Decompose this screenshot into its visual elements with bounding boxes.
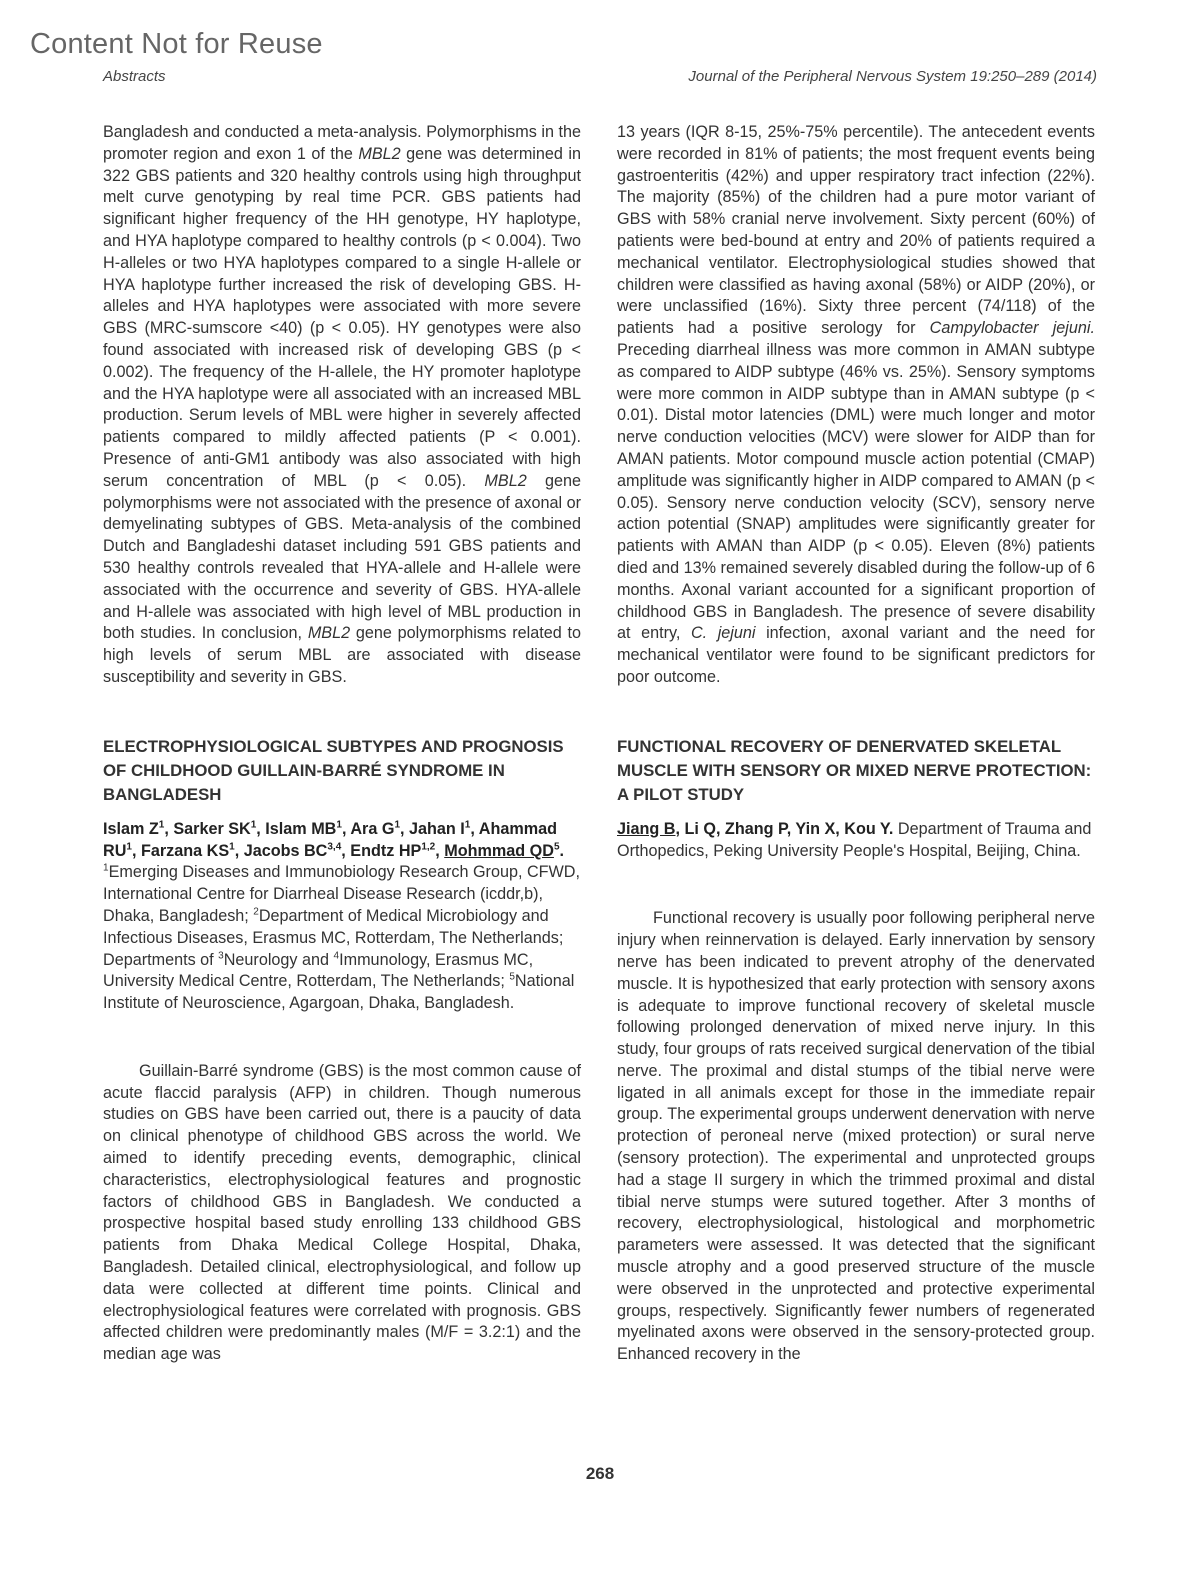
affiliation: National Institute of Neuroscience, Agargoan, Dhaka, Bangladesh. xyxy=(103,972,575,1013)
gene-name: MBL2 xyxy=(358,144,401,163)
text-run: 13 years (IQR 8-15, 25%-75% percentile). The antecedent events were recorded in 81% of patients; the most frequent events being gastroenteritis (42%) and upper respiratory tract infection (22%). The majority (85%) of the children had a pure motor variant of GBS with 58% cranial nerve involvement. Sixty percent (60%) of patients were bed-bound at entry and 20% of patients required a mechanical ventilator. Electrophysiological studies showed that children were classified as having axonal (58%) or AIDP (20%), or were unclassified (16%). Sixty three percent (74/118) of the patients had a positive serology for xyxy=(617,123,1095,338)
running-header-section: Abstracts xyxy=(103,68,166,85)
abstract-body: Guillain-Barré syndrome (GBS) is the most common cause of acute flaccid paralysis (AFP) in children. Though numerous studies on GBS have been carried out, there is a paucity of data on clinical phenotype of childhood GBS across the world. We aimed to identify preceding events, demographic, clinical characteristics, electrophysiological features and prognostic factors of childhood GBS in Bangladesh. We conducted a prospective hospital based study enrolling 133 childhood GBS patients from Dhaka Medical College Hospital, Dhaka, Bangladesh. Detailed clinical, electrophysiological, and follow up data were collected at different time points. Clinical and electrophysiological features were correlated with prognosis. GBS affected children were predominantly males (M/F = 3.2:1) and the median age was xyxy=(103,1061,581,1364)
right-column xyxy=(617,122,1095,1366)
affiliation: Emerging Diseases and Immunobiology Research Group, CFWD, International Centre for Diarrheal Disease Research (icddr,b), Dhaka, Bangladesh; xyxy=(103,863,580,925)
text-run: gene polymorphisms related to high levels of serum MBL are associated with disease susceptibility and severity in GBS. xyxy=(103,624,581,686)
text-run: gene polymorphisms were not associated with the presence of axonal or demyelinating subtypes of GBS. Meta-analysis of the combined Dutch and Bangladeshi dataset including 591 GBS patients and 530 healthy controls revealed that HYA-allele and H-allele were associated with the occurrence and severity of GBS. HYA-allele and H-allele was associated with high level of MBL production in both studies. In conclusion, xyxy=(103,471,581,643)
watermark: Content Not for Reuse xyxy=(30,28,323,60)
organism-name: C. jejuni xyxy=(690,624,756,643)
organism-name: Campylobacter jejuni. xyxy=(929,319,1095,338)
affiliation: Department of Medical Microbiology and Infectious Diseases, Erasmus MC, Rotterdam, The Netherlands; Departments of xyxy=(103,906,564,969)
text-run: infection, axonal variant and the need for mechanical ventilator were found to be significant predictors for poor outcome. xyxy=(617,624,1095,686)
text-run: gene was determined in 322 GBS patients and 320 healthy controls using high throughput melt curve genotyping by real time PCR. GBS patients had significant higher frequency of the HH genotype, HY haplotype, and HYA haplotype compared to healthy controls (p < 0.004). Two H-alleles or two HYA haplotypes compared to a single H-allele or HYA haplotype further increased the risk of developing GBS. H-alleles and HYA haplotypes were associated with more severe GBS (MRC-sumscore <40) (p < 0.05). HY genotypes were also found associated with increased risk of developing GBS (p < 0.002). The frequency of the H-allele, the HY promoter haplotype and the HYA haplotype were all associated with an increased MBL production. Serum levels of MBL were higher in severely affected patients compared to mildly affected patients (P < 0.001). Presence of anti-GM1 antibody was also associated with high serum concentration of MBL (p < 0.05). xyxy=(103,144,581,490)
presenting-author: Jiang B xyxy=(617,819,676,838)
abstract-title: FUNCTIONAL RECOVERY OF DENERVATED SKELETAL MUSCLE WITH SENSORY OR MIXED NERVE PROTECTION: A PILOT STUDY xyxy=(617,736,1092,804)
continued-abstract-text xyxy=(617,122,1095,689)
presenting-author: Mohmmad QD xyxy=(444,841,554,860)
running-header-journal: Journal of the Peripheral Nervous System 19:250–289 (2014) xyxy=(688,68,1097,85)
gene-name: MBL2 xyxy=(484,471,527,490)
page-number: 268 xyxy=(585,1464,615,1483)
gene-name: MBL2 xyxy=(307,624,351,643)
left-column xyxy=(103,122,581,1366)
continued-abstract-text xyxy=(103,122,581,689)
author-list: Jiang B, Li Q, Zhang P, Yin X, Kou Y. Department of Trauma and Orthopedics, Peking University People's Hospital, Beijing, China. xyxy=(617,819,1092,860)
affiliation: Neurology and xyxy=(223,950,334,969)
affiliation: Immunology, Erasmus MC, University Medical Centre, Rotterdam, The Netherlands; xyxy=(103,950,534,991)
text-run: Bangladesh and conducted a meta-analysis. Polymorphisms in the promoter region and exon 1 of the xyxy=(103,123,581,163)
text-run: Preceding diarrheal illness was more common in AMAN subtype as compared to AIDP subtype (46% vs. 25%). Sensory symptoms were more common in AIDP subtype than in AMAN subtype (p < 0.01). Distal motor latencies (DML) were much longer and motor nerve conduction velocities (MCV) were slower for AIDP than for AMAN patients. Motor compound muscle action potential (CMAP) amplitude was significantly higher in AIDP compared to AMAN (p < 0.05). Sensory nerve conduction velocity (SCV), sensory nerve action potential (SNAP) amplitudes were significantly greater for patients with AMAN than AIDP (p < 0.05). Eleven (8%) patients died and 13% remained severely disabled during the follow-up of 6 months. Axonal variant accounted for a significant proportion of childhood GBS in Bangladesh. The presence of severe disability at entry, xyxy=(617,340,1095,643)
abstract-body: Functional recovery is usually poor following peripheral nerve injury when reinnervation is delayed. Early innervation by sensory nerve has been indicated to prevent atrophy of the denervated muscle. It is hypothesized that early protection with sensory axons is adequate to improve functional recovery of skeletal muscle following prolonged denervation of mixed nerve injury. In this study, four groups of rats received surgical denervation of the tibial nerve. The proximal and distal stumps of the tibial nerve were ligated in all animals except for those in the immediate repair group. The experimental groups underwent denervation with nerve protection of peroneal nerve (mixed protection) or sural nerve (sensory protection). The experimental and unprotected groups had a stage II surgery in which the trimmed proximal and distal tibial nerve stumps were sutured together. After 3 months of recovery, electrophysiological, histological and morphometric parameters were assessed. It was detected that the significant muscle atrophy and a good preserved structure of the muscle were observed in the unprotected and protective experimental groups, respectively. Significantly fewer numbers of regenerated myelinated axons were observed in the sensory-protected group. Enhanced recovery in the xyxy=(617,909,1095,1364)
abstract-title: ELECTROPHYSIOLOGICAL SUBTYPES AND PROGNOSIS OF CHILDHOOD GUILLAIN-BARRÉ SYNDROME IN BANGLADESH xyxy=(103,736,564,804)
affiliation: Department of Trauma and Orthopedics, Peking University People's Hospital, Beijing, China. xyxy=(617,819,1092,860)
author-list: Islam $Z^1$, Sarker $SK^1$, Islam $MB^1$, Ara $G^1$, Jahan $I^1$, Ahammad $RU^1$, Farzana $KS^1$, Jacobs BC$^{3,4}$, Endtz HP$^{1,2}$, Mohmmad $QD^5$. $^1$Emerging Diseases and Immunobiology Research Group, CFWD, International Centre for Diarrheal Disease Research (icddr,b), Dhaka, Bangladesh; $^2$Department of Medical Microbiology and Infectious Diseases, Erasmus MC, Rotterdam, The Netherlands; Departments of $^3$Neurology and $^4$Immunology, Erasmus MC, University Medical Centre, Rotterdam, The Netherlands; $^5$National Institute of Neuroscience, Agargoan, Dhaka, Bangladesh. xyxy=(103,819,580,1013)
